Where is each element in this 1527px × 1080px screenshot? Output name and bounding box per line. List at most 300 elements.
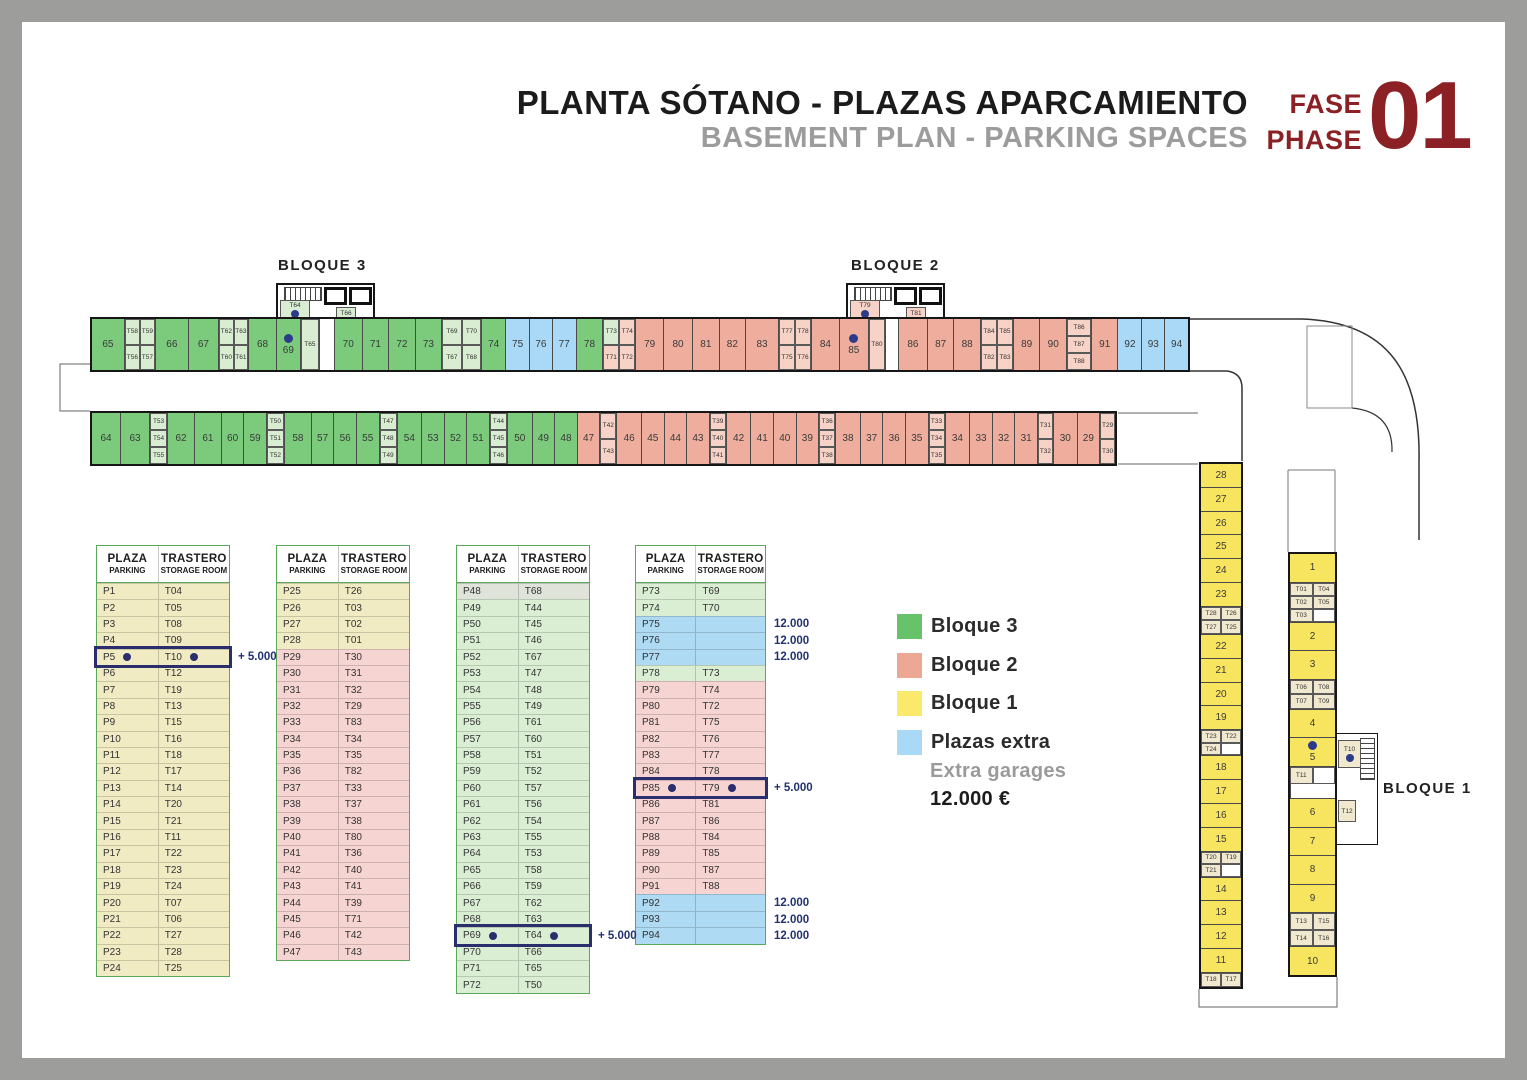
storage-cluster bbox=[1290, 766, 1335, 784]
shaft-room bbox=[324, 287, 347, 305]
storage-room-cell: T62 bbox=[219, 319, 234, 345]
table-row bbox=[457, 796, 589, 812]
table-row bbox=[636, 812, 765, 828]
table-row bbox=[457, 862, 589, 878]
trastero-value: T87 bbox=[695, 863, 765, 878]
plaza-value: P31 bbox=[283, 684, 301, 696]
plaza-value: P77 bbox=[642, 651, 660, 663]
parking-space-cell bbox=[1290, 650, 1335, 679]
plaza-value: P88 bbox=[642, 832, 660, 844]
table-row bbox=[277, 944, 409, 960]
table-row bbox=[277, 796, 409, 812]
parking-space-cell bbox=[1290, 884, 1335, 913]
parking-space-number: 49 bbox=[537, 433, 549, 444]
lobby-gap bbox=[885, 319, 898, 370]
parking-space-cell bbox=[1290, 798, 1335, 827]
table-row bbox=[97, 599, 229, 615]
trastero-value: T69 bbox=[695, 584, 765, 599]
trastero-value: T45 bbox=[518, 617, 589, 632]
parking-space-number: 6 bbox=[1309, 807, 1316, 819]
parking-space-number: 36 bbox=[888, 433, 900, 444]
storage-room-cell: T56 bbox=[125, 345, 140, 371]
parking-space-number: 58 bbox=[292, 433, 304, 444]
trastero-value: T22 bbox=[158, 846, 229, 861]
shaft-room bbox=[919, 287, 942, 305]
parking-space-cell bbox=[507, 413, 532, 464]
plaza-value: P66 bbox=[463, 881, 481, 893]
storage-room-cell: T58 bbox=[125, 319, 140, 345]
parking-space-number: 81 bbox=[700, 339, 712, 350]
trastero-value: T80 bbox=[338, 830, 409, 845]
legend-label: Bloque 2 bbox=[931, 654, 1018, 676]
parking-space-number: 32 bbox=[998, 433, 1010, 444]
parking-space-cell bbox=[773, 413, 796, 464]
storage-room-cell: T33 bbox=[929, 413, 945, 430]
plaza-value: P52 bbox=[463, 651, 481, 663]
trastero-value: T44 bbox=[518, 600, 589, 615]
plaza-value: P14 bbox=[103, 799, 121, 811]
storage-room-cell: T75 bbox=[779, 345, 795, 371]
trastero-value: T28 bbox=[158, 945, 229, 960]
table-row bbox=[277, 862, 409, 878]
parking-space-cell bbox=[750, 413, 773, 464]
storage-cluster bbox=[1201, 851, 1241, 877]
parking-space-number: 1 bbox=[1309, 562, 1316, 574]
header-subtitle: STORAGE ROOM bbox=[340, 566, 408, 575]
parking-space-cell bbox=[576, 319, 603, 370]
trastero-value: T81 bbox=[695, 797, 765, 812]
bloque3-stair-core bbox=[276, 283, 375, 320]
storage-cluster bbox=[266, 413, 284, 464]
trastero-value: T49 bbox=[518, 699, 589, 714]
storage-room-cell bbox=[1221, 743, 1241, 756]
trastero-value: T88 bbox=[695, 879, 765, 894]
marker-dot bbox=[668, 784, 676, 792]
trastero-value: T50 bbox=[518, 977, 589, 992]
parking-space-cell bbox=[1290, 554, 1335, 582]
storage-room-cell: T40 bbox=[710, 430, 726, 447]
storage-room-cell: T16 bbox=[1313, 930, 1336, 947]
storage-cluster bbox=[124, 319, 155, 370]
parking-space-number: 78 bbox=[583, 339, 596, 350]
storage-room-cell: T19 bbox=[1221, 852, 1241, 865]
storage-room-cell: T13 bbox=[1290, 913, 1313, 930]
trastero-value: T51 bbox=[518, 748, 589, 763]
storage-room-cell: T29 bbox=[1100, 413, 1115, 439]
table-row bbox=[97, 894, 229, 910]
parking-space-cell bbox=[1201, 464, 1241, 487]
storage-room-cell: T49 bbox=[380, 447, 397, 464]
trastero-value: T36 bbox=[338, 846, 409, 861]
storage-room-cell: T84 bbox=[981, 319, 997, 345]
parking-space-number: 17 bbox=[1215, 786, 1227, 798]
storage-cluster bbox=[1290, 679, 1335, 709]
plaza-value: P18 bbox=[103, 864, 121, 876]
plaza-value: P6 bbox=[103, 668, 116, 680]
table-row bbox=[457, 927, 637, 943]
parking-space-cell bbox=[1014, 413, 1037, 464]
storage-room-cell: T61 bbox=[234, 345, 249, 371]
storage-room-cell: T51 bbox=[267, 430, 284, 447]
storage-room-cell: T23 bbox=[1201, 730, 1221, 743]
parking-space-cell bbox=[1164, 319, 1188, 370]
parking-space-cell bbox=[415, 319, 442, 370]
legend-swatch bbox=[897, 730, 922, 755]
storage-room-cell: T20 bbox=[1201, 852, 1221, 865]
storage-room-label: T10 bbox=[1343, 746, 1356, 753]
table-row bbox=[636, 927, 810, 943]
parking-space-cell bbox=[333, 413, 356, 464]
plaza-value: P80 bbox=[642, 700, 660, 712]
parking-space-number: 55 bbox=[362, 433, 374, 444]
trastero-value: T41 bbox=[338, 879, 409, 894]
parking-space-cell bbox=[1039, 319, 1066, 370]
table-row bbox=[97, 731, 229, 747]
parking-space-cell bbox=[1053, 413, 1077, 464]
header-subtitle: PARKING bbox=[289, 566, 326, 575]
price-note: 12.000 bbox=[774, 897, 810, 910]
parking-space-cell bbox=[532, 413, 555, 464]
plaza-value: P55 bbox=[463, 700, 481, 712]
parking-space-cell bbox=[481, 319, 505, 370]
plaza-value: P3 bbox=[103, 618, 116, 630]
storage-room-label: T81 bbox=[910, 309, 922, 317]
table-row bbox=[457, 649, 589, 665]
parking-space-cell bbox=[905, 413, 928, 464]
parking-space-cell bbox=[362, 319, 389, 370]
parking-space-cell bbox=[1201, 705, 1241, 729]
parking-storage-table bbox=[456, 545, 637, 994]
parking-space-cell bbox=[1077, 413, 1100, 464]
parking-space-number: 85 bbox=[848, 344, 860, 356]
legend-item bbox=[897, 691, 1018, 716]
trastero-value: T73 bbox=[695, 666, 765, 681]
storage-room-cell bbox=[1338, 800, 1356, 822]
plaza-value: P21 bbox=[103, 914, 121, 925]
parking-space-number: 16 bbox=[1215, 809, 1227, 821]
plaza-value: P78 bbox=[642, 668, 660, 680]
plaza-value: P35 bbox=[283, 750, 301, 762]
plaza-value: P33 bbox=[283, 717, 301, 729]
table-row bbox=[97, 632, 229, 648]
table-row bbox=[97, 796, 229, 812]
trastero-value: T04 bbox=[158, 584, 229, 599]
parking-space-cell bbox=[898, 319, 927, 370]
trastero-value: T43 bbox=[338, 945, 409, 960]
storage-room-label: T12 bbox=[1341, 807, 1353, 815]
bloque2-stair-core bbox=[846, 283, 945, 320]
parking-space-number: 69 bbox=[282, 344, 294, 356]
table-row bbox=[457, 599, 589, 615]
trastero-value: T82 bbox=[338, 764, 409, 779]
table-row bbox=[636, 845, 765, 861]
storage-room-cell: T86 bbox=[1067, 319, 1091, 336]
parking-space-cell bbox=[188, 319, 218, 370]
storage-room-cell: T69 bbox=[442, 319, 462, 345]
phase-number: 01 bbox=[1368, 62, 1471, 169]
marker-dot bbox=[550, 932, 558, 940]
table-row bbox=[97, 763, 229, 779]
storage-room-cell: T76 bbox=[795, 345, 811, 371]
plaza-value: P73 bbox=[642, 586, 660, 598]
parking-space-number: 62 bbox=[175, 433, 187, 444]
legend-swatch bbox=[897, 614, 922, 639]
storage-room-cell: T03 bbox=[1290, 609, 1313, 622]
parking-space-number: 3 bbox=[1309, 659, 1316, 671]
parking-space-cell bbox=[284, 413, 311, 464]
table-row bbox=[97, 780, 229, 796]
parking-space-number: 52 bbox=[450, 433, 462, 444]
legend-item bbox=[897, 730, 1050, 755]
parking-space-cell bbox=[194, 413, 221, 464]
trastero-value: T78 bbox=[695, 764, 765, 779]
parking-space-cell bbox=[1290, 946, 1335, 975]
parking-space-number: 40 bbox=[779, 433, 791, 444]
table-row bbox=[636, 796, 765, 812]
trastero-value: T46 bbox=[518, 633, 589, 648]
legend-sub-label: Extra garages bbox=[930, 760, 1067, 782]
parking-space-cell bbox=[1201, 900, 1241, 924]
price-note: + 5.000 bbox=[238, 651, 277, 664]
table-row bbox=[97, 681, 229, 697]
trastero-value: T19 bbox=[158, 682, 229, 697]
storage-room-label: T66 bbox=[340, 309, 352, 317]
storage-room-cell: T72 bbox=[619, 345, 635, 371]
storage-room-cell: T32 bbox=[1038, 439, 1053, 465]
plaza-value: P76 bbox=[642, 635, 660, 647]
price-note: + 5.000 bbox=[598, 929, 637, 942]
trastero-value bbox=[695, 912, 765, 927]
price-note: 12.000 bbox=[774, 651, 810, 664]
plaza-value: P79 bbox=[642, 684, 660, 696]
marker-dot bbox=[849, 334, 858, 343]
parking-space-number: 51 bbox=[472, 433, 484, 444]
storage-room-cell: T21 bbox=[1201, 864, 1221, 877]
table-row bbox=[277, 780, 409, 796]
parking-space-cell bbox=[92, 319, 124, 370]
table-header bbox=[457, 546, 589, 583]
trastero-value: T38 bbox=[338, 813, 409, 828]
plaza-value: P22 bbox=[103, 930, 121, 942]
parking-space-number: 22 bbox=[1215, 640, 1227, 652]
storage-room-cell: T07 bbox=[1290, 694, 1313, 709]
plaza-value: P47 bbox=[283, 946, 301, 958]
parking-space-number: 79 bbox=[644, 339, 656, 350]
parking-space-cell bbox=[1201, 827, 1241, 851]
plaza-value: P13 bbox=[103, 782, 121, 794]
plaza-value: P75 bbox=[642, 618, 660, 630]
plaza-value: P11 bbox=[103, 750, 121, 762]
storage-room-cell: T55 bbox=[150, 447, 167, 464]
parking-space-cell bbox=[1201, 682, 1241, 706]
table-row bbox=[277, 812, 409, 828]
table-row bbox=[457, 960, 589, 976]
trastero-value: T60 bbox=[518, 732, 589, 747]
parking-space-cell bbox=[663, 319, 692, 370]
parking-space-number: 35 bbox=[911, 433, 923, 444]
bottom-parking-strip bbox=[90, 411, 1117, 466]
trastero-value: T74 bbox=[695, 682, 765, 697]
parking-space-number: 93 bbox=[1147, 339, 1159, 350]
storage-room-cell: T60 bbox=[219, 345, 234, 371]
storage-cluster bbox=[1201, 606, 1241, 634]
trastero-value: T86 bbox=[695, 813, 765, 828]
price-note: 12.000 bbox=[774, 634, 810, 647]
plaza-value: P50 bbox=[463, 618, 481, 630]
marker-dot bbox=[728, 784, 736, 792]
price-note: + 5.000 bbox=[774, 782, 813, 795]
parking-space-number: 56 bbox=[339, 433, 351, 444]
parking-space-number: 27 bbox=[1215, 493, 1227, 505]
parking-space-cell bbox=[1201, 924, 1241, 948]
table-row bbox=[457, 698, 589, 714]
parking-space-number: 2 bbox=[1309, 630, 1316, 642]
trastero-value: T03 bbox=[338, 600, 409, 615]
table-row bbox=[97, 616, 229, 632]
parking-space-number: 25 bbox=[1215, 541, 1227, 553]
table-row bbox=[97, 862, 229, 878]
trastero-value: T01 bbox=[338, 633, 409, 648]
parking-space-cell bbox=[1013, 319, 1040, 370]
plaza-value: P37 bbox=[283, 782, 301, 794]
plaza-value: P36 bbox=[283, 766, 301, 778]
header-subtitle: PARKING bbox=[469, 566, 506, 575]
trastero-value: T31 bbox=[338, 666, 409, 681]
trastero-value: T75 bbox=[695, 715, 765, 730]
parking-space-cell bbox=[1290, 737, 1335, 766]
plaza-value: P84 bbox=[642, 766, 660, 778]
price-note: 12.000 bbox=[774, 929, 810, 942]
parking-space-cell bbox=[882, 413, 905, 464]
plaza-value: P86 bbox=[642, 799, 660, 811]
table-row bbox=[97, 878, 229, 894]
parking-space-number: 15 bbox=[1215, 833, 1227, 845]
parking-space-number: 14 bbox=[1215, 883, 1227, 895]
plaza-value: P41 bbox=[283, 848, 301, 860]
storage-room-cell: T44 bbox=[490, 413, 507, 430]
trastero-value: T66 bbox=[518, 945, 589, 960]
parking-space-number: 66 bbox=[166, 339, 178, 350]
parking-space-number: 41 bbox=[756, 433, 768, 444]
table-row bbox=[457, 976, 589, 992]
parking-space-cell bbox=[664, 413, 687, 464]
lobby-gap bbox=[1290, 784, 1335, 798]
storage-room-cell: T27 bbox=[1201, 620, 1221, 634]
storage-room-cell: T67 bbox=[442, 345, 462, 371]
parking-space-cell bbox=[505, 319, 529, 370]
parking-storage-table bbox=[96, 545, 277, 977]
table-header-cell bbox=[457, 546, 518, 582]
storage-room-cell: T04 bbox=[1313, 583, 1336, 596]
parking-space-number: 48 bbox=[560, 433, 572, 444]
storage-room-cell: T63 bbox=[234, 319, 249, 345]
table-row bbox=[636, 714, 765, 730]
marker-dot bbox=[190, 653, 198, 661]
parking-space-number: 7 bbox=[1309, 835, 1316, 847]
storage-cluster bbox=[379, 413, 397, 464]
legend-swatch bbox=[897, 691, 922, 716]
parking-space-number: 70 bbox=[342, 339, 354, 350]
parking-space-cell bbox=[221, 413, 244, 464]
parking-storage-table bbox=[635, 545, 813, 945]
lobby-gap bbox=[319, 319, 334, 370]
phase-text: PHASE bbox=[1266, 125, 1362, 155]
parking-space-cell bbox=[811, 319, 839, 370]
table-row bbox=[277, 714, 409, 730]
storage-room-cell: T31 bbox=[1038, 413, 1053, 439]
plaza-value: P85 bbox=[636, 783, 695, 794]
price-note: 12.000 bbox=[774, 913, 810, 926]
trastero-value: T21 bbox=[158, 813, 229, 828]
plaza-value: P49 bbox=[463, 602, 481, 614]
table-row bbox=[277, 583, 409, 599]
plaza-value: P39 bbox=[283, 815, 301, 827]
plaza-value: P91 bbox=[642, 881, 660, 893]
trastero-value: T55 bbox=[518, 830, 589, 845]
bloque1-stair-wing bbox=[1335, 733, 1378, 845]
trastero-value: T09 bbox=[158, 633, 229, 648]
parking-space-number: 30 bbox=[1059, 433, 1071, 444]
bloque2-label: BLOQUE 2 bbox=[851, 257, 940, 274]
plaza-value: P58 bbox=[463, 750, 481, 762]
trastero-value: T27 bbox=[158, 928, 229, 943]
parking-space-cell bbox=[969, 413, 992, 464]
parking-space-number: 18 bbox=[1215, 762, 1227, 774]
table-row bbox=[457, 681, 589, 697]
parking-space-number: 53 bbox=[427, 433, 439, 444]
parking-space-cell bbox=[635, 319, 663, 370]
parking-space-cell bbox=[1141, 319, 1164, 370]
trastero-value bbox=[695, 928, 765, 943]
storage-room-cell bbox=[1313, 767, 1336, 784]
plaza-value: P83 bbox=[642, 750, 660, 762]
parking-space-cell bbox=[1201, 803, 1241, 827]
storage-room-cell: T74 bbox=[619, 319, 635, 345]
table-row bbox=[457, 747, 589, 763]
storage-room-cell: T15 bbox=[1313, 913, 1336, 930]
table-row bbox=[277, 616, 409, 632]
bloque1-label: BLOQUE 1 bbox=[1383, 780, 1472, 797]
storage-room-cell: T88 bbox=[1067, 353, 1091, 370]
storage-cluster bbox=[149, 413, 167, 464]
parking-space-number: 37 bbox=[866, 433, 878, 444]
table-row bbox=[97, 747, 229, 763]
parking-space-number: 24 bbox=[1215, 565, 1227, 577]
legend-label: Bloque 3 bbox=[931, 615, 1018, 637]
storage-room-cell: T65 bbox=[301, 319, 319, 370]
parking-space-number: 86 bbox=[907, 339, 919, 350]
parking-space-cell bbox=[860, 413, 883, 464]
storage-cluster bbox=[868, 319, 885, 370]
table-row bbox=[457, 812, 589, 828]
parking-space-cell bbox=[1290, 827, 1335, 856]
storage-cluster bbox=[441, 319, 481, 370]
shaft-room bbox=[894, 287, 917, 305]
plaza-value: P34 bbox=[283, 733, 301, 745]
trastero-value: T47 bbox=[518, 666, 589, 681]
parking-space-cell bbox=[1201, 779, 1241, 803]
parking-space-cell bbox=[388, 319, 415, 370]
trastero-value: T83 bbox=[338, 715, 409, 730]
trastero-value bbox=[695, 650, 765, 665]
header-title: PLAZA bbox=[287, 553, 328, 565]
plaza-value: P23 bbox=[103, 946, 121, 958]
plaza-value: P10 bbox=[103, 733, 121, 745]
parking-space-cell bbox=[641, 413, 664, 464]
trastero-value: T16 bbox=[158, 732, 229, 747]
parking-storage-table bbox=[276, 545, 410, 961]
parking-space-cell bbox=[992, 413, 1015, 464]
